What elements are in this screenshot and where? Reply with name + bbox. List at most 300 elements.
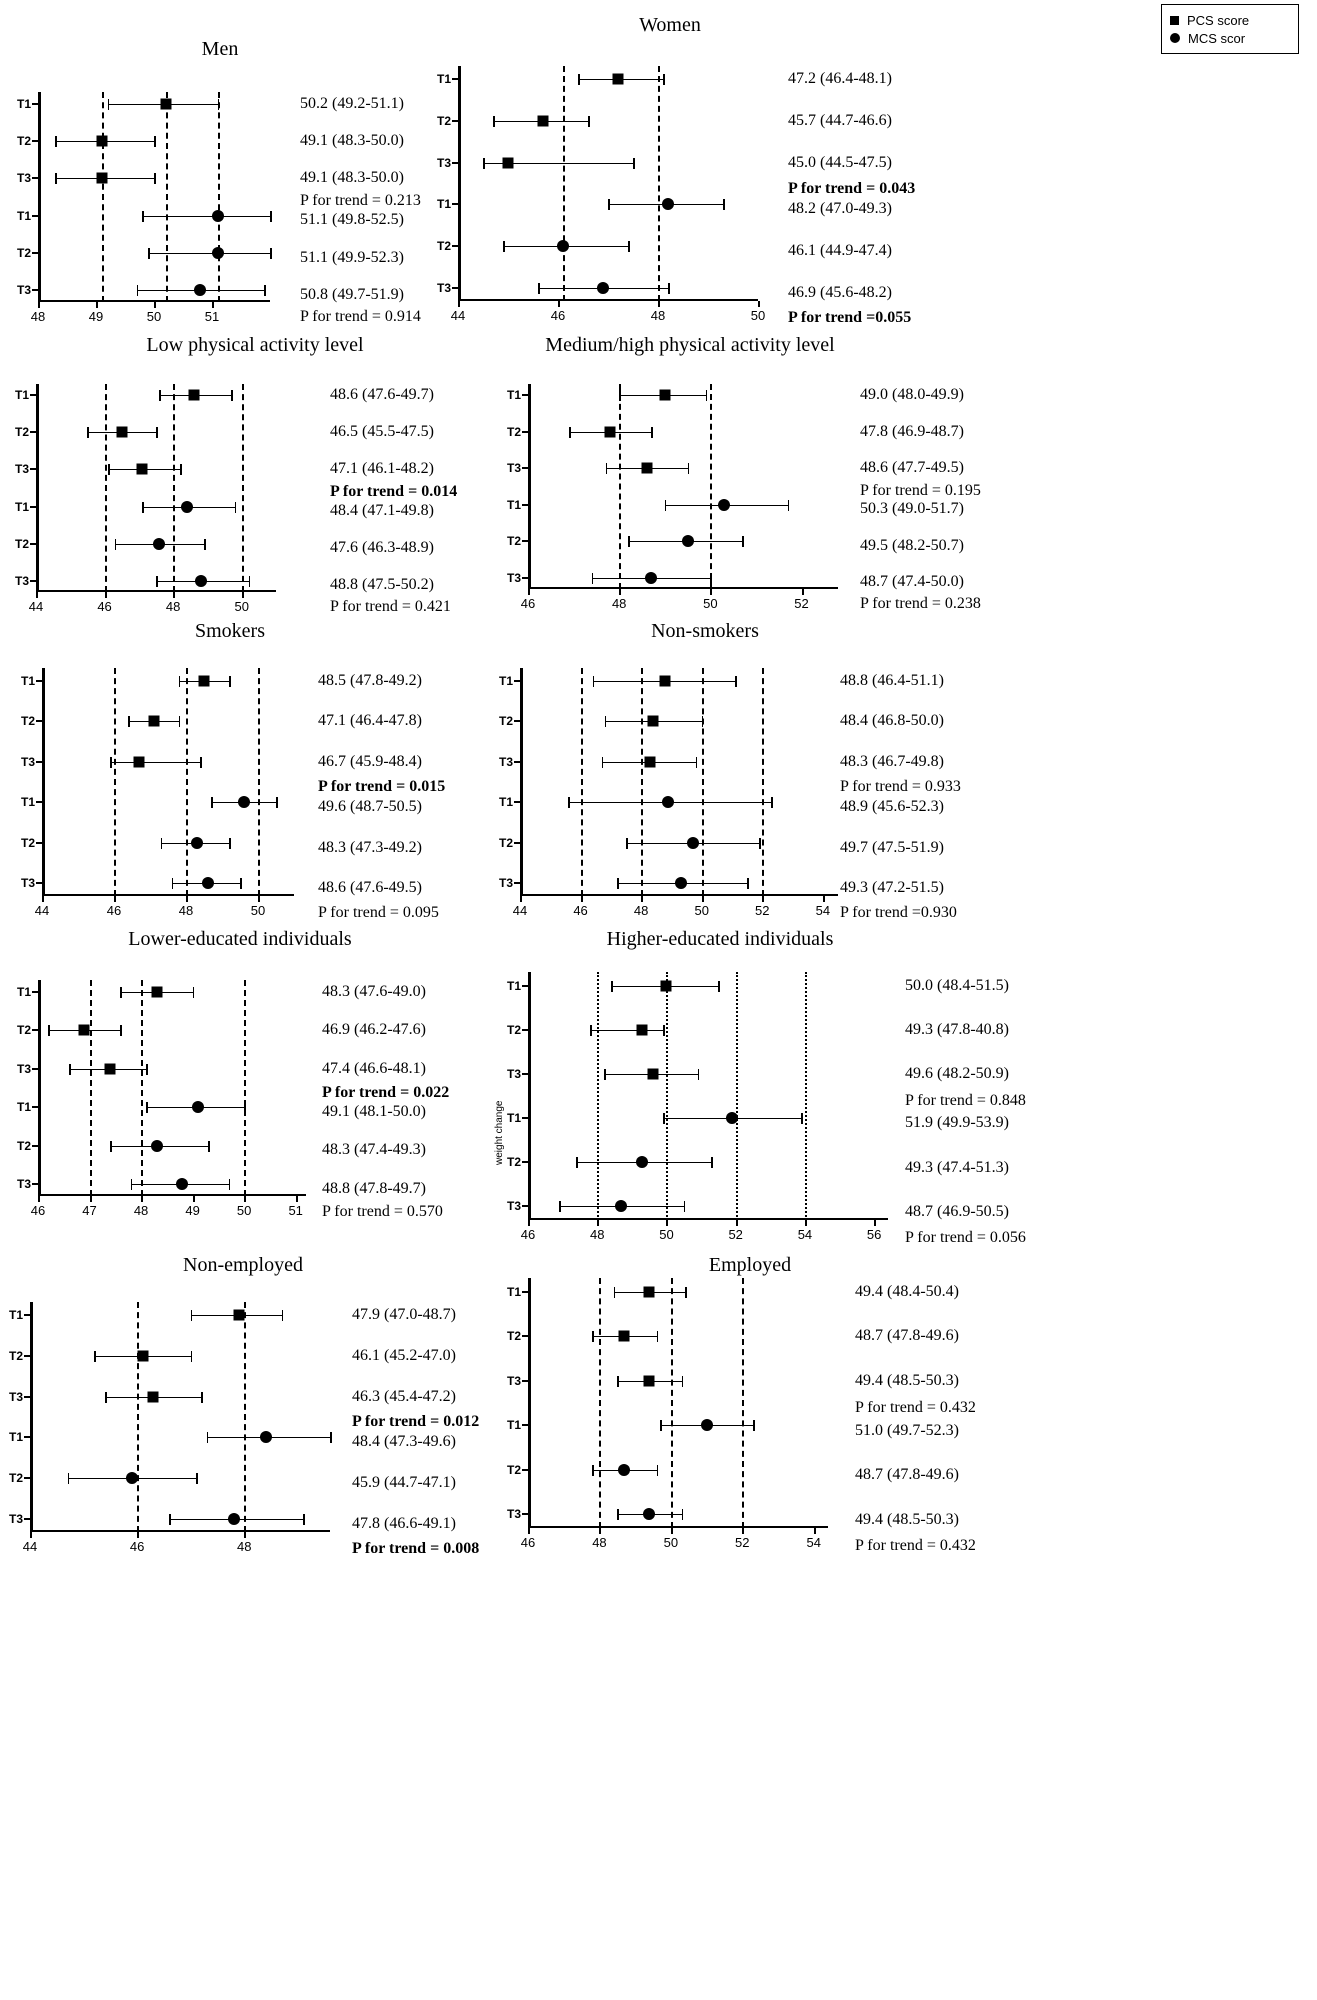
pcs-point-marker (137, 1350, 148, 1361)
row-tick (522, 1073, 528, 1075)
y-axis (30, 1302, 33, 1532)
estimate-text: 48.4 (47.3-49.6) (352, 1433, 456, 1451)
row-tick (522, 1335, 528, 1337)
estimate-text: P for trend = 0.933 (840, 777, 961, 795)
x-tick-label: 49 (185, 1203, 200, 1218)
row-tick (30, 431, 36, 433)
x-tick-label: 48 (165, 599, 181, 614)
row-tick (452, 287, 458, 289)
row-label: T2 (20, 835, 35, 850)
ci-cap (608, 199, 610, 210)
y-axis (528, 384, 531, 589)
mcs-point-marker (260, 1431, 272, 1443)
pcs-point-marker (134, 756, 145, 767)
row-label: T3 (506, 1373, 521, 1388)
ci-cap (169, 1514, 171, 1525)
pcs-point-marker (647, 1068, 658, 1079)
pcs-point-marker (105, 1063, 116, 1074)
x-tick (742, 1528, 744, 1534)
x-tick (193, 1196, 195, 1202)
row-label: T2 (498, 714, 513, 729)
row-tick (32, 991, 38, 993)
ci-cap (180, 464, 182, 475)
row-label: T1 (20, 795, 35, 810)
ci-cap (657, 1465, 659, 1476)
estimate-text: 48.3 (47.6-49.0) (322, 982, 426, 1000)
row-label: T1 (506, 978, 521, 993)
x-tick-label: 46 (520, 596, 536, 611)
x-axis (528, 587, 838, 590)
x-tick-label: 48 (633, 903, 649, 918)
y-axis (520, 668, 523, 896)
x-tick (641, 896, 643, 902)
x-tick (528, 1528, 530, 1534)
row-label: T2 (14, 536, 29, 551)
plot-area (16, 92, 270, 324)
ci-cap (682, 1509, 684, 1520)
x-tick (42, 896, 44, 902)
row-label: T2 (8, 1471, 23, 1486)
mcs-point-marker (195, 575, 207, 587)
estimate-text: 50.3 (49.0-51.7) (860, 500, 964, 518)
mcs-point-marker (153, 538, 165, 550)
ci-cap (218, 99, 220, 110)
legend-item (1170, 29, 1288, 47)
row-label: T3 (16, 283, 31, 298)
reference-line (599, 1278, 601, 1528)
x-tick (599, 1528, 601, 1534)
reference-line (258, 668, 260, 896)
plot-area (506, 384, 838, 611)
y-axis (38, 980, 41, 1196)
row-tick (522, 394, 528, 396)
panel-title: Smokers (195, 620, 265, 642)
x-tick-label: 51 (288, 1203, 303, 1218)
estimate-text: P for trend = 0.056 (905, 1229, 1026, 1247)
estimate-text: 48.8 (47.8-49.7) (322, 1179, 426, 1197)
x-tick-label: 54 (815, 903, 831, 918)
row-tick (522, 1380, 528, 1382)
x-tick (597, 1220, 599, 1226)
ci-cap (148, 248, 150, 259)
x-tick-label: 50 (236, 1203, 252, 1218)
x-tick-label: 50 (250, 903, 266, 918)
x-tick-label: 47 (82, 1203, 97, 1218)
estimate-text: 48.4 (47.1-49.8) (330, 501, 434, 519)
mcs-point-marker (228, 1513, 240, 1525)
estimate-text: P for trend = 0.195 (860, 481, 981, 499)
mcs-point-marker (701, 1419, 713, 1431)
row-tick (24, 1314, 30, 1316)
ci-cap (131, 1179, 133, 1190)
ci-cap (592, 1465, 594, 1476)
row-tick (522, 1424, 528, 1426)
pcs-point-marker (619, 1331, 630, 1342)
reference-line (218, 92, 220, 302)
estimate-text: 48.7 (47.4-50.0) (860, 573, 964, 591)
x-tick-label: 46 (30, 1203, 46, 1218)
row-label: T3 (20, 876, 35, 891)
x-tick (244, 1196, 246, 1202)
x-tick (802, 589, 804, 595)
row-tick (514, 842, 520, 844)
row-label: T1 (8, 1307, 23, 1322)
plot-area (436, 66, 766, 323)
ci-cap (87, 427, 89, 438)
x-tick-label: 48 (611, 596, 627, 611)
estimate-text: 47.8 (46.9-48.7) (860, 422, 964, 440)
row-tick (522, 540, 528, 542)
estimate-text: 50.0 (48.4-51.5) (905, 976, 1009, 994)
row-tick (514, 801, 520, 803)
ci-cap (159, 390, 161, 401)
estimate-text: P for trend =0.930 (840, 903, 957, 921)
estimate-text: 48.6 (47.6-49.5) (318, 879, 422, 897)
plot-area (16, 980, 306, 1218)
row-tick (452, 120, 458, 122)
x-tick (296, 1196, 298, 1202)
mcs-point-marker (687, 837, 699, 849)
estimate-text: P for trend = 0.014 (330, 483, 458, 501)
estimate-text: 46.1 (45.2-47.0) (352, 1346, 456, 1364)
ci-cap (270, 248, 272, 259)
pcs-point-marker (96, 173, 107, 184)
x-tick-label: 54 (797, 1227, 813, 1242)
pcs-point-marker (503, 157, 514, 168)
panel-title: Men (201, 38, 239, 60)
pcs-point-marker (605, 426, 616, 437)
x-tick-label: 49 (88, 309, 104, 324)
reference-line (102, 92, 104, 302)
row-label: T1 (436, 71, 451, 86)
pcs-point-marker (148, 1391, 159, 1402)
ci-cap (196, 1473, 198, 1484)
estimate-text: 47.2 (46.4-48.1) (788, 69, 892, 87)
ci-cap (110, 1141, 112, 1152)
estimate-text: P for trend = 0.095 (318, 903, 439, 921)
ci-cap (330, 1432, 332, 1443)
confidence-interval (142, 216, 270, 217)
mcs-point-marker (645, 572, 657, 584)
y-axis-label: weight change (494, 1100, 505, 1166)
row-label: T3 (16, 1061, 31, 1076)
estimate-text: 48.3 (47.4-49.3) (322, 1141, 426, 1159)
x-tick (141, 1196, 143, 1202)
ci-cap (264, 285, 266, 296)
ci-cap (611, 981, 613, 992)
ci-cap (606, 463, 608, 474)
row-tick (32, 215, 38, 217)
ci-cap (657, 1331, 659, 1342)
row-tick (24, 1477, 30, 1479)
row-tick (36, 882, 42, 884)
ci-cap (179, 676, 181, 687)
ci-cap (211, 797, 213, 808)
row-tick (32, 252, 38, 254)
ci-cap (120, 987, 122, 998)
ci-cap (660, 1420, 662, 1431)
row-label: T3 (506, 461, 521, 476)
x-tick (666, 1220, 668, 1226)
panel-title: Higher-educated individuals (606, 928, 834, 950)
reference-line (619, 384, 621, 589)
ci-cap (663, 1113, 665, 1124)
y-axis (36, 384, 39, 592)
plot-area (8, 1302, 330, 1554)
row-label: T3 (506, 1199, 521, 1214)
ci-cap (663, 74, 665, 85)
confidence-interval (590, 1030, 663, 1031)
x-tick (96, 302, 98, 308)
ci-cap (710, 573, 712, 584)
circle-marker-icon (1170, 33, 1180, 43)
ci-cap (559, 1201, 561, 1212)
ci-cap (229, 838, 231, 849)
row-tick (452, 245, 458, 247)
estimate-text: 46.7 (45.9-48.4) (318, 752, 422, 770)
estimate-text: 45.0 (44.5-47.5) (788, 153, 892, 171)
x-tick (90, 1196, 92, 1202)
x-axis (528, 1218, 888, 1221)
row-label: T1 (506, 497, 521, 512)
pcs-point-marker (644, 1375, 655, 1386)
ci-cap (568, 797, 570, 808)
reference-line (597, 972, 599, 1220)
ci-cap (602, 757, 604, 768)
estimate-text: 48.8 (47.5-50.2) (330, 576, 434, 593)
panel-title: Low physical activity level (146, 334, 364, 356)
ci-cap (801, 1113, 803, 1124)
estimate-text: 48.2 (47.0-49.3) (788, 200, 892, 218)
estimate-text: P for trend = 0.238 (860, 594, 981, 612)
mcs-point-marker (181, 501, 193, 513)
x-tick (38, 1196, 40, 1202)
ci-cap (137, 285, 139, 296)
estimate-text: P for trend = 0.848 (905, 1092, 1026, 1110)
estimate-text: 47.6 (46.3-48.9) (330, 538, 434, 556)
ci-cap (483, 158, 485, 169)
mcs-point-marker (682, 535, 694, 547)
estimate-text: 46.1 (44.9-47.4) (788, 242, 892, 260)
row-label: T2 (498, 835, 513, 850)
ci-cap (108, 99, 110, 110)
ci-cap (156, 427, 158, 438)
ci-cap (142, 502, 144, 513)
row-tick (522, 985, 528, 987)
reference-line (581, 668, 583, 896)
row-label: T1 (16, 984, 31, 999)
mcs-point-marker (597, 282, 609, 294)
pcs-point-marker (648, 716, 659, 727)
pcs-point-marker (661, 980, 672, 991)
ci-cap (94, 1351, 96, 1362)
row-tick (522, 577, 528, 579)
ci-cap (201, 1392, 203, 1403)
reference-line (563, 66, 565, 301)
estimate-text: 46.9 (45.6-48.2) (788, 284, 892, 302)
ci-cap (576, 1157, 578, 1168)
x-tick (619, 589, 621, 595)
estimate-text: 49.5 (48.2-50.7) (860, 536, 964, 554)
row-tick (32, 289, 38, 291)
ci-cap (759, 838, 761, 849)
row-label: T1 (8, 1430, 23, 1445)
x-tick-label: 48 (589, 1227, 605, 1242)
row-label: T3 (8, 1512, 23, 1527)
ci-cap (617, 878, 619, 889)
x-tick (581, 896, 583, 902)
x-tick (244, 1532, 246, 1538)
ci-cap (179, 716, 181, 727)
x-tick (528, 589, 530, 595)
confidence-interval (110, 762, 200, 763)
estimate-text: 48.3 (46.7-49.8) (840, 752, 944, 770)
ci-cap (605, 716, 607, 727)
row-label: T1 (14, 388, 29, 403)
ci-cap (685, 1287, 687, 1298)
estimate-text: 49.3 (47.2-51.5) (840, 879, 944, 897)
estimate-text: 51.1 (49.9-52.3) (300, 248, 404, 266)
x-axis (42, 894, 294, 897)
x-tick-label: 50 (703, 596, 718, 611)
estimate-text: P for trend = 0.914 (300, 308, 421, 326)
mcs-point-marker (718, 499, 730, 511)
panel-title: Employed (708, 1254, 792, 1276)
y-axis (528, 972, 531, 1220)
estimate-text: 49.0 (48.0-49.9) (860, 386, 964, 404)
estimate-text: 47.9 (47.0-48.7) (352, 1305, 456, 1323)
pcs-point-marker (148, 716, 159, 727)
x-tick-label: 50 (234, 599, 249, 614)
x-tick-label: 52 (728, 1227, 743, 1242)
ci-cap (723, 199, 725, 210)
row-label: T2 (16, 1138, 31, 1153)
ci-cap (208, 1141, 210, 1152)
row-tick (32, 140, 38, 142)
row-tick (30, 468, 36, 470)
x-tick-label: 44 (28, 599, 44, 614)
mcs-point-marker (194, 284, 206, 296)
reference-line (186, 668, 188, 896)
row-tick (522, 1469, 528, 1471)
ci-cap (593, 676, 595, 687)
ci-cap (191, 1310, 193, 1321)
row-label: T2 (506, 534, 521, 549)
estimate-text: 49.1 (48.3-50.0) (300, 131, 404, 149)
ci-cap (146, 1064, 148, 1075)
ci-cap (590, 1025, 592, 1036)
ci-cap (303, 1514, 305, 1525)
reference-line (641, 668, 643, 896)
mcs-point-marker (126, 1472, 138, 1484)
estimate-text: 50.2 (49.2-51.1) (300, 94, 404, 112)
ci-cap (200, 757, 202, 768)
x-tick-label: 54 (806, 1535, 821, 1550)
row-label: T2 (16, 246, 31, 261)
ci-cap (788, 500, 790, 511)
row-label: T1 (506, 1284, 521, 1299)
row-tick (36, 842, 42, 844)
x-axis (520, 894, 838, 897)
ci-cap (235, 502, 237, 513)
row-label: T1 (436, 197, 451, 212)
x-tick-label: 51 (204, 309, 220, 324)
ci-cap (619, 390, 621, 401)
ci-cap (651, 427, 653, 438)
estimate-text: P for trend = 0.570 (322, 1202, 443, 1220)
row-label: T2 (506, 1022, 521, 1037)
x-tick-label: 52 (735, 1535, 750, 1550)
row-tick (452, 162, 458, 164)
reference-line (710, 384, 712, 589)
row-label: T3 (14, 462, 29, 477)
x-tick-label: 44 (22, 1539, 38, 1554)
ci-cap (156, 576, 158, 587)
reference-line (666, 972, 668, 1220)
x-tick-label: 48 (650, 308, 666, 323)
x-tick-label: 50 (663, 1535, 679, 1550)
mcs-point-marker (675, 877, 687, 889)
legend-item (1170, 11, 1288, 29)
row-label: T2 (14, 425, 29, 440)
row-label: T3 (498, 754, 513, 769)
mcs-point-marker (636, 1156, 648, 1168)
x-axis (30, 1530, 330, 1533)
ci-cap (706, 390, 708, 401)
row-label: T2 (506, 1462, 521, 1477)
reference-line (114, 668, 116, 896)
ci-cap (193, 987, 195, 998)
panel-title: Lower-educated individuals (128, 928, 352, 950)
ci-cap (617, 1376, 619, 1387)
ci-cap (668, 283, 670, 294)
row-label: T3 (506, 570, 521, 585)
x-tick (671, 1528, 673, 1534)
x-tick (36, 592, 38, 598)
row-label: T2 (8, 1348, 23, 1363)
pcs-point-marker (137, 464, 148, 475)
ci-cap (718, 981, 720, 992)
mcs-point-marker (557, 240, 569, 252)
row-tick (32, 1106, 38, 1108)
ci-cap (115, 539, 117, 550)
row-tick (32, 103, 38, 105)
estimate-text: 48.7 (47.8-49.6) (855, 1466, 959, 1484)
estimate-text: 48.4 (46.8-50.0) (840, 712, 944, 730)
x-tick-label: 48 (30, 309, 46, 324)
estimate-text: 48.8 (46.4-51.1) (840, 671, 944, 689)
row-tick (514, 761, 520, 763)
row-tick (452, 203, 458, 205)
estimate-text: 49.7 (47.5-51.9) (840, 838, 944, 856)
estimate-text: 48.7 (47.8-49.6) (855, 1327, 959, 1345)
reference-line (137, 1302, 139, 1532)
x-tick-label: 46 (573, 903, 588, 918)
estimate-text: 49.6 (48.2-50.9) (905, 1064, 1009, 1082)
y-axis (42, 668, 45, 896)
estimate-text: 48.5 (47.8-49.2) (318, 671, 422, 689)
row-label: T1 (16, 208, 31, 223)
reference-line (244, 980, 246, 1196)
row-tick (24, 1518, 30, 1520)
legend-label: PCS score (1187, 12, 1250, 28)
row-tick (514, 720, 520, 722)
ci-cap (240, 878, 242, 889)
reference-line (141, 980, 143, 1196)
x-tick-label: 48 (178, 903, 194, 918)
ci-cap (68, 1473, 70, 1484)
estimate-text: 46.9 (46.2-47.6) (322, 1021, 426, 1039)
